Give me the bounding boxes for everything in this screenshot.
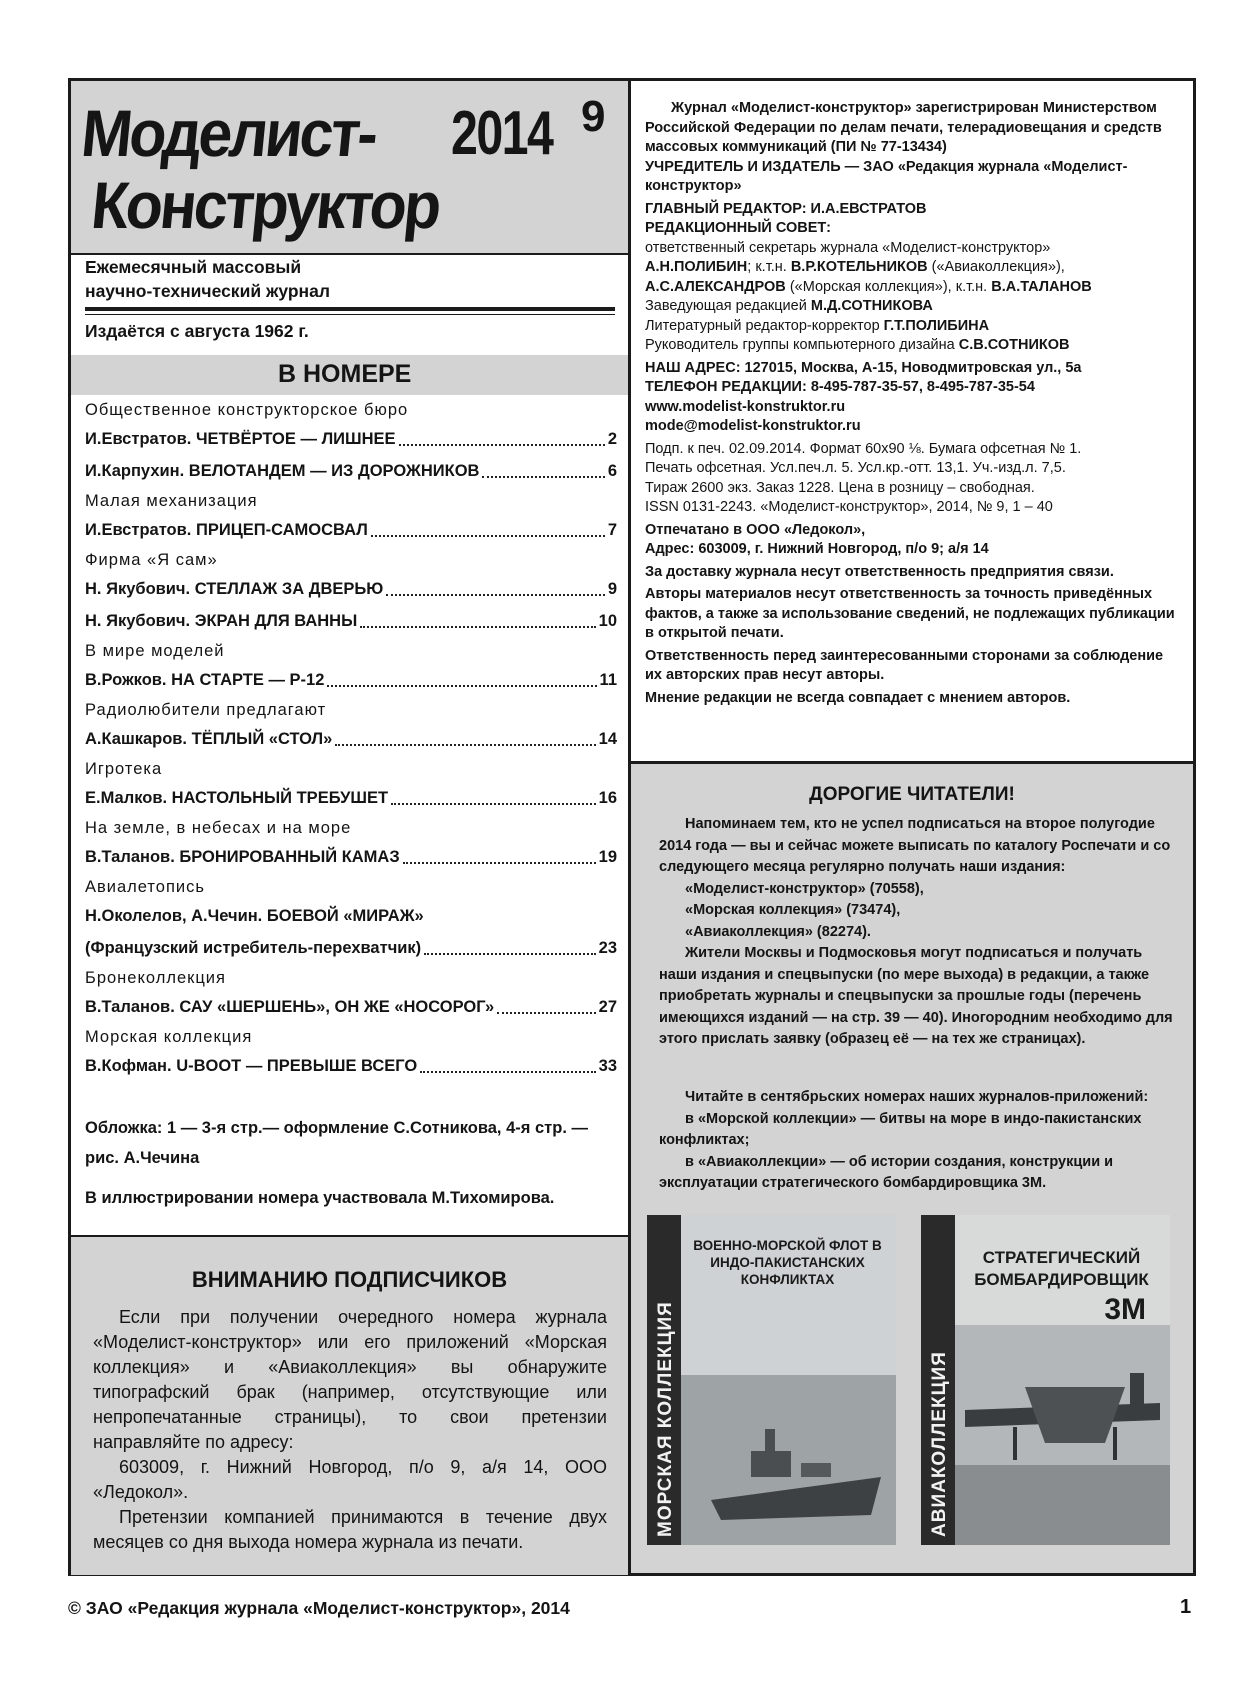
board-name: М.Д.СОТНИКОВА: [810, 298, 933, 314]
toc-heading-bar: [71, 355, 628, 395]
print-details: ISSN 0131-2243. «Моделист-конструктор», 2014, № 9, 1 – 40: [645, 499, 1053, 515]
supplements-intro: Читайте в сентябрьских номерах наших журналов-приложений:: [685, 1089, 1149, 1105]
imprint-text: [645, 99, 1181, 708]
readers-title: ДОРОГИЕ ЧИТАТЕЛИ!: [809, 784, 1015, 805]
toc-entry[interactable]: [85, 665, 617, 697]
toc-entry-author: В.Рожков.: [85, 671, 167, 689]
toc-entry-heading: НАСТОЛЬНЫЙ ТРЕБУШЕТ: [171, 789, 389, 807]
toc-page-number: 14: [598, 730, 617, 748]
board-line: [645, 317, 1181, 337]
subscribers-paragraph: Если при получении очередного номера журнала «Моделист-конструктор» или его приложений «Морская коллекция» и «Авиаколлекция» вы обнаружите типографский брак (например, отсутствующие или непропечатанные страницы), то свои претензии направляйте по адресу:: [93, 1307, 607, 1452]
toc-entry[interactable]: [85, 1051, 617, 1083]
rights-note: Ответственность перед заинтересованными сторонами за соблюдение их авторских прав несут авторы.: [645, 647, 1164, 683]
readers-notice: [631, 761, 1193, 1072]
catalog-item: «Морская коллекция» (73474),: [685, 902, 901, 918]
dot-leader: [399, 443, 605, 446]
toc-page-number: 16: [598, 789, 617, 807]
phone: ТЕЛЕФОН РЕДАКЦИИ: 8-495-787-35-57, 8-495-787-35-54: [645, 379, 1035, 395]
toc-page-number: 6: [607, 462, 617, 480]
cover-credit: [85, 1113, 617, 1173]
board-text: Заведующая редакцией: [645, 298, 807, 314]
toc-entry-heading: БРОНИРОВАННЫЙ КАМАЗ: [179, 848, 400, 866]
subtitle-line1: Ежемесячный массовый: [85, 257, 302, 277]
subscribers-paragraph: Претензии компанией принимаются в течение двух месяцев со дня выхода номера журнала из печати.: [93, 1507, 607, 1552]
delivery-note: За доставку журнала несут ответственность предприятия связи.: [645, 563, 1114, 580]
toc-entry[interactable]: [85, 933, 617, 965]
dot-leader: [424, 952, 595, 955]
board-line: [645, 258, 1181, 278]
toc-entry-title: [85, 1051, 417, 1081]
board-title: РЕДАКЦИОННЫЙ СОВЕТ:: [645, 220, 831, 236]
imprint-block: [631, 81, 1193, 759]
board-text: Литературный редактор-корректор: [645, 317, 880, 334]
cover-title-line: БОМБАРДИРОВЩИК: [974, 1270, 1149, 1289]
subscribers-body: [93, 1305, 607, 1555]
toc-entry-title: [85, 574, 383, 604]
chief-editor: ГЛАВНЫЙ РЕДАКТОР: И.А.ЕВСТРАТОВ: [645, 200, 927, 217]
toc-entry-heading: ПРИЦЕП-САМОСВАЛ: [195, 521, 368, 539]
dot-leader: [360, 625, 595, 628]
illustration-credit: В иллюстрировании номера участвовала М.Тихомирова.: [85, 1189, 555, 1207]
published-since: Издаётся с августа 1962 г.: [85, 321, 309, 341]
print-details: Подп. к печ. 02.09.2014. Формат 60x90 ⅛. Бумага офсетная № 1.: [645, 440, 1082, 457]
cover-title-line: СТРАТЕГИЧЕСКИЙ: [982, 1248, 1141, 1267]
dot-leader: [482, 475, 604, 478]
toc-entry-title: [85, 665, 324, 695]
toc-page-number: 11: [599, 671, 617, 689]
page-number: 1: [1180, 1596, 1192, 1618]
toc-section: В мире моделей: [85, 642, 225, 660]
masthead: [71, 81, 628, 255]
toc-entry-author: Н. Якубович.: [85, 612, 191, 630]
toc-section: Бронеколлекция: [85, 969, 226, 987]
board-text: Руководитель группы компьютерного дизайна: [645, 337, 955, 353]
toc-section: Морская коллекция: [85, 1028, 253, 1046]
cover-title: ВОЕННО-МОРСКОЙ ФЛОТ В ИНДО-ПАКИСТАНСКИХ КОНФЛИКТАХ: [693, 1238, 882, 1287]
board-text: («Морская коллекция»), к.т.н.: [789, 278, 988, 295]
toc-entry-title: [85, 901, 424, 931]
toc-entry-author: И.Евстратов.: [85, 521, 192, 539]
toc-page-number: 2: [607, 430, 617, 448]
board-name: А.С.АЛЕКСАНДРОВ: [645, 278, 786, 295]
toc-entry-heading: САУ «ШЕРШЕНЬ», ОН ЖЕ «НОСОРОГ»: [179, 998, 495, 1016]
toc-entry[interactable]: [85, 456, 617, 488]
toc-entry[interactable]: [85, 783, 617, 815]
subtitle: [85, 255, 615, 303]
dot-leader: [327, 684, 596, 687]
readers-paragraph: Напоминаем тем, кто не успел подписаться на второе полугодие 2014 года — вы и сейчас можете выписать по каталогу Роспечати и со следующего месяца регулярно получать наши издания:: [659, 816, 1171, 875]
toc-section: Авиалетопись: [85, 878, 205, 896]
print-details: Тираж 2600 экз. Заказ 1228. Цена в розницу – свободная.: [645, 479, 1035, 496]
cover-spine: [921, 1215, 955, 1545]
board-name: С.В.СОТНИКОВ: [958, 337, 1070, 353]
readers-body: [659, 814, 1179, 1051]
toc-entry-title: [85, 456, 479, 486]
toc-entry-author: Н. Якубович.: [85, 580, 191, 598]
toc-entry-heading: (Французский истребитель-перехватчик): [85, 939, 422, 957]
spine-title: МОРСКАЯ КОЛЛЕКЦИЯ: [655, 1301, 676, 1537]
toc-entry[interactable]: [85, 574, 617, 606]
cover-spine: [647, 1215, 681, 1545]
supplements-text: [659, 1087, 1179, 1195]
table-of-contents: [85, 397, 617, 1083]
toc-entry-heading: СТЕЛЛАЖ ЗА ДВЕРЬЮ: [194, 580, 384, 598]
toc-page-number: 9: [607, 580, 617, 598]
toc-entry[interactable]: [85, 842, 617, 874]
catalog-item: «Авиаколлекция» (82274).: [685, 923, 871, 940]
spine-title: АВИАКОЛЛЕКЦИЯ: [929, 1351, 950, 1537]
board-text: ; к.т.н.: [747, 259, 787, 275]
subscribers-address: 603009, г. Нижний Новгород, п/о 9, а/я 14, ООО «Ледокол».: [93, 1457, 607, 1502]
dot-leader: [371, 534, 605, 537]
toc-entry[interactable]: [85, 424, 617, 456]
email-link[interactable]: mode@modelist-konstruktor.ru: [645, 418, 861, 434]
toc-entry-author: И.Евстратов.: [85, 430, 192, 448]
toc-page-number: 27: [598, 998, 617, 1016]
dot-leader: [420, 1070, 595, 1073]
toc-section: На земле, в небесах и на море: [85, 819, 352, 837]
toc-page-number: 23: [598, 939, 617, 957]
toc-section: Фирма «Я сам»: [85, 551, 218, 569]
toc-entry[interactable]: [85, 724, 617, 756]
address: НАШ АДРЕС: 127015, Москва, А-15, Новодмитровская ул., 5а: [645, 359, 1082, 376]
divider: [85, 307, 615, 311]
toc-page-number: 10: [598, 612, 617, 630]
printer-address: Адрес: 603009, г. Нижний Новгород, п/о 9; а/я 14: [645, 541, 989, 557]
founder: УЧРЕДИТЕЛЬ И ИЗДАТЕЛЬ — ЗАО «Редакция журнала «Моделист-конструктор»: [645, 158, 1128, 194]
supplement-item: в «Морской коллекции» — битвы на море в индо-пакистанских конфликтах;: [659, 1110, 1142, 1148]
toc-entry-heading: ЭКРАН ДЛЯ ВАННЫ: [194, 612, 358, 630]
board-line: [645, 297, 1181, 317]
registration: Журнал «Моделист-конструктор» зарегистрирован Министерством Российской Федерации по делам печати, телерадиовещания и средств массовых коммуникаций (ПИ № 77-13434): [645, 100, 1162, 155]
toc-section: Малая механизация: [85, 492, 258, 510]
dot-leader: [391, 802, 596, 805]
toc-entry-heading: ЧЕТВЁРТОЕ — ЛИШНЕЕ: [195, 430, 396, 448]
toc-entry-title: [85, 724, 332, 754]
logo-line1: Моделист-: [78, 96, 379, 171]
toc-entry[interactable]: [85, 901, 617, 933]
supplement-item: в «Авиаколлекции» — об истории создания, конструкции и эксплуатации стратегического бомбардировщика 3М.: [659, 1153, 1114, 1191]
toc-entry-title: [85, 606, 357, 636]
issue-year: 2014: [451, 99, 553, 168]
cover-title-line: 3М: [1104, 1293, 1146, 1326]
toc-entry-author: Е.Малков.: [85, 789, 168, 807]
website-link[interactable]: www.modelist-konstruktor.ru: [645, 398, 846, 415]
toc-section: Радиолюбители предлагают: [85, 701, 327, 719]
toc-entry-title: [85, 783, 388, 813]
board-name: Г.Т.ПОЛИБИНА: [883, 317, 990, 334]
toc-entry-title: [85, 933, 421, 963]
toc-entry-title: [85, 992, 494, 1022]
board-name: А.Н.ПОЛИБИН: [645, 259, 748, 275]
subtitle-line2: научно-технический журнал: [85, 281, 330, 301]
toc-entry-title: [85, 424, 396, 454]
cover-morskaya-kollektsiya: [647, 1215, 896, 1545]
toc-entry-title: [85, 842, 400, 872]
toc-entry-title: [85, 515, 368, 545]
toc-entry[interactable]: [85, 606, 617, 638]
dot-leader: [386, 593, 605, 596]
issue-number: 9: [581, 92, 606, 141]
toc-page-number: 33: [598, 1057, 617, 1075]
dot-leader: [497, 1011, 596, 1014]
print-details: Печать офсетная. Усл.печ.л. 5. Усл.кр.-отт. 13,1. Уч.-изд.л. 7,5.: [645, 460, 1066, 476]
toc-page-number: 19: [598, 848, 617, 866]
toc-section: Общественное конструкторское бюро: [85, 401, 409, 419]
toc-section: Игротека: [85, 760, 163, 778]
toc-entry-heading: U-BOOT — ПРЕВЫШЕ ВСЕГО: [176, 1057, 418, 1075]
logo-line2: Конструктор: [88, 168, 443, 243]
subscribers-notice: [71, 1235, 628, 1575]
copyright: © ЗАО «Редакция журнала «Моделист-конструктор», 2014: [68, 1598, 570, 1618]
toc-entry-author: В.Таланов.: [85, 848, 175, 866]
readers-paragraph: Жители Москвы и Подмосковья могут подписаться и получать наши издания и спецвыпуски (по мере выхода) в редакции, а также приобретать журналы и спецвыпуски за прошлые годы (перечень имеющихся изданий — на стр. 39 — 40). Иногородним необходимо для этого прислать заявку (образец её — на тех же страницах).: [659, 945, 1173, 1047]
left-column: [71, 81, 628, 1235]
toc-entry-heading: НА СТАРТЕ — Р-12: [171, 671, 325, 689]
opinion-note: Мнение редакции не всегда совпадает с мнением авторов.: [645, 689, 1071, 706]
toc-heading: В НОМЕРЕ: [278, 360, 412, 388]
cover-credit-line1: Обложка: 1 — 3-я стр.— оформление С.Сотникова, 4-я стр. —: [85, 1119, 588, 1137]
cover-aviakollektsiya: [921, 1215, 1170, 1545]
printed-by: Отпечатано в ООО «Ледокол»,: [645, 521, 866, 538]
board-line: [645, 336, 1181, 356]
toc-entry-author: Н.Околелов, А.Чечин.: [85, 907, 263, 925]
dot-leader: [403, 861, 596, 864]
toc-entry-heading: ВЕЛОТАНДЕМ — ИЗ ДОРОЖНИКОВ: [188, 462, 480, 480]
board-line: [645, 278, 1181, 298]
toc-entry-heading: БОЕВОЙ «МИРАЖ»: [266, 907, 424, 925]
authors-note: Авторы материалов несут ответственность за точность приведённых фактов, а также за использование сведений, не подлежащих публикации в открытой печати.: [645, 586, 1175, 641]
board-text: («Авиаколлекция»),: [931, 259, 1065, 275]
board-name: В.А.ТАЛАНОВ: [991, 278, 1092, 295]
cover-credit-line2: рис. А.Чечина: [85, 1149, 200, 1167]
divider: [85, 314, 615, 315]
subscribers-title: ВНИМАНИЮ ПОДПИСЧИКОВ: [191, 1267, 508, 1292]
dot-leader: [335, 743, 595, 746]
catalog-item: «Моделист-конструктор» (70558),: [685, 880, 924, 897]
cover-title: [959, 1247, 1164, 1329]
toc-entry[interactable]: [85, 515, 617, 547]
toc-entry-author: А.Кашкаров.: [85, 730, 188, 748]
toc-entry[interactable]: [85, 992, 617, 1024]
board-name: В.Р.КОТЕЛЬНИКОВ: [790, 259, 928, 275]
toc-entry-heading: ТЁПЛЫЙ «СТОЛ»: [191, 730, 333, 748]
toc-page-number: 7: [607, 521, 617, 539]
board-line: ответственный секретарь журнала «Моделист-конструктор»: [645, 239, 1051, 256]
toc-entry-author: И.Карпухин.: [85, 462, 185, 480]
toc-entry-author: В.Таланов.: [85, 998, 175, 1016]
toc-entry-author: В.Кофман.: [85, 1057, 172, 1075]
